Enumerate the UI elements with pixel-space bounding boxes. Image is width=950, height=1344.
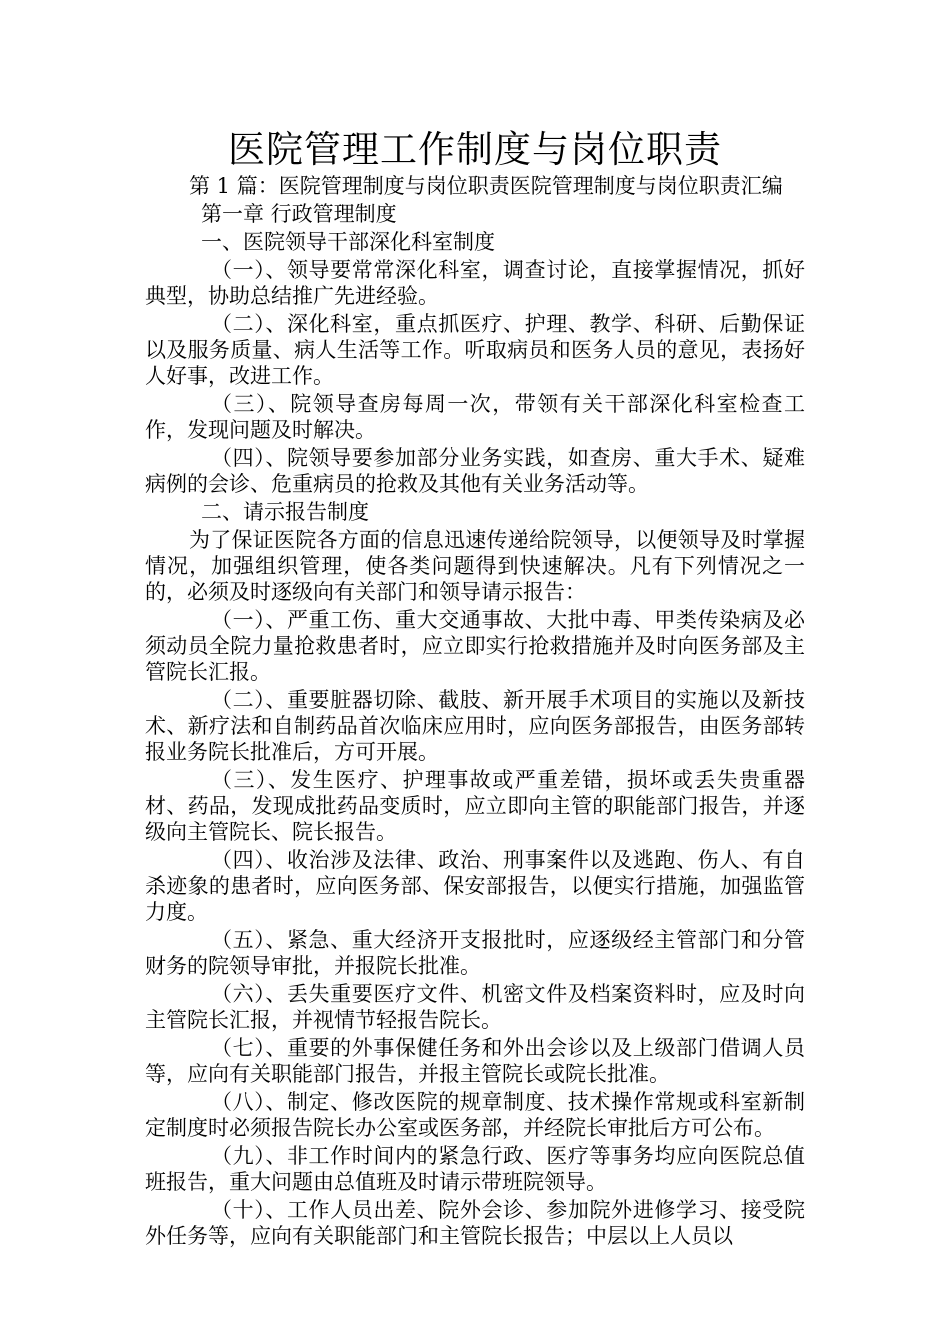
paragraph: （四）、收治涉及法律、政治、刑事案件以及逃跑、伤人、有自杀迹象的患者时，应向医务部、保安部报告，以便实行措施，加强监管力度。 (145, 848, 805, 924)
paragraph: （一）、严重工伤、重大交通事故、大批中毒、甲类传染病及必须动员全院力量抢救患者时，应立即实行抢救措施并及时向医务部及主管院长汇报。 (145, 608, 805, 684)
paragraph: （三）、发生医疗、护理事故或严重差错，损坏或丢失贵重器材、药品，发现成批药品变质时，应立即向主管的职能部门报告，并逐级向主管院长、院长报告。 (145, 768, 805, 844)
paragraph: （三）、院领导查房每周一次，带领有关干部深化科室检查工作，发现问题及时解决。 (145, 392, 805, 442)
paragraph: （二）、深化科室，重点抓医疗、护理、教学、科研、后勤保证以及服务质量、病人生活等工作。听取病员和医务人员的意见，表扬好人好事，改进工作。 (145, 312, 805, 388)
paragraph: （一）、领导要常常深化科室，调查讨论，直接掌握情况，抓好典型，协助总结推广先进经验。 (145, 258, 805, 308)
paragraph: （二）、重要脏器切除、截肢、新开展手术项目的实施以及新技术、新疗法和自制药品首次临床应用时，应向医务部报告，由医务部转报业务院长批准后，方可开展。 (145, 688, 805, 764)
paragraph: （五）、紧急、重大经济开支报批时，应逐级经主管部门和分管财务的院领导审批，并报院长批准。 (145, 928, 805, 978)
paragraph: （九）、非工作时间内的紧急行政、医疗等事务均应向医院总值班报告，重大问题由总值班及时请示带班院领导。 (145, 1144, 805, 1194)
document-body (145, 173, 805, 1251)
paragraph: 为了保证医院各方面的信息迅速传递给院领导，以便领导及时掌握情况，加强组织管理，使各类问题得到快速解决。凡有下列情况之一的，必须及时逐级向有关部门和领导请示报告： (145, 528, 805, 604)
chapter-heading: 第一章 行政管理制度 (201, 202, 397, 226)
paragraph: （四）、院领导要参加部分业务实践，如查房、重大手术、疑难病例的会诊、危重病员的抢救及其他有关业务活动等。 (145, 446, 805, 496)
chapter-intro: 第 1 篇：医院管理制度与岗位职责医院管理制度与岗位职责汇编 (189, 174, 783, 198)
paragraph: （七）、重要的外事保健任务和外出会诊以及上级部门借调人员等，应向有关职能部门报告，并报主管院长或院长批准。 (145, 1036, 805, 1086)
paragraph: （六）、丢失重要医疗文件、机密文件及档案资料时，应及时向主管院长汇报，并视情节轻报告院长。 (145, 982, 805, 1032)
section-heading-2: 二、请示报告制度 (201, 500, 369, 524)
document-title: 医院管理工作制度与岗位职责 (228, 128, 722, 171)
paragraph: （八）、制定、修改医院的规章制度、技术操作常规或科室新制定制度时必须报告院长办公室或医务部，并经院长审批后方可公布。 (145, 1090, 805, 1140)
section-heading-1: 一、医院领导干部深化科室制度 (201, 230, 495, 254)
paragraph: （十）、工作人员出差、院外会诊、参加院外进修学习、接受院外任务等，应向有关职能部门和主管院长报告；中层以上人员以 (145, 1198, 805, 1248)
